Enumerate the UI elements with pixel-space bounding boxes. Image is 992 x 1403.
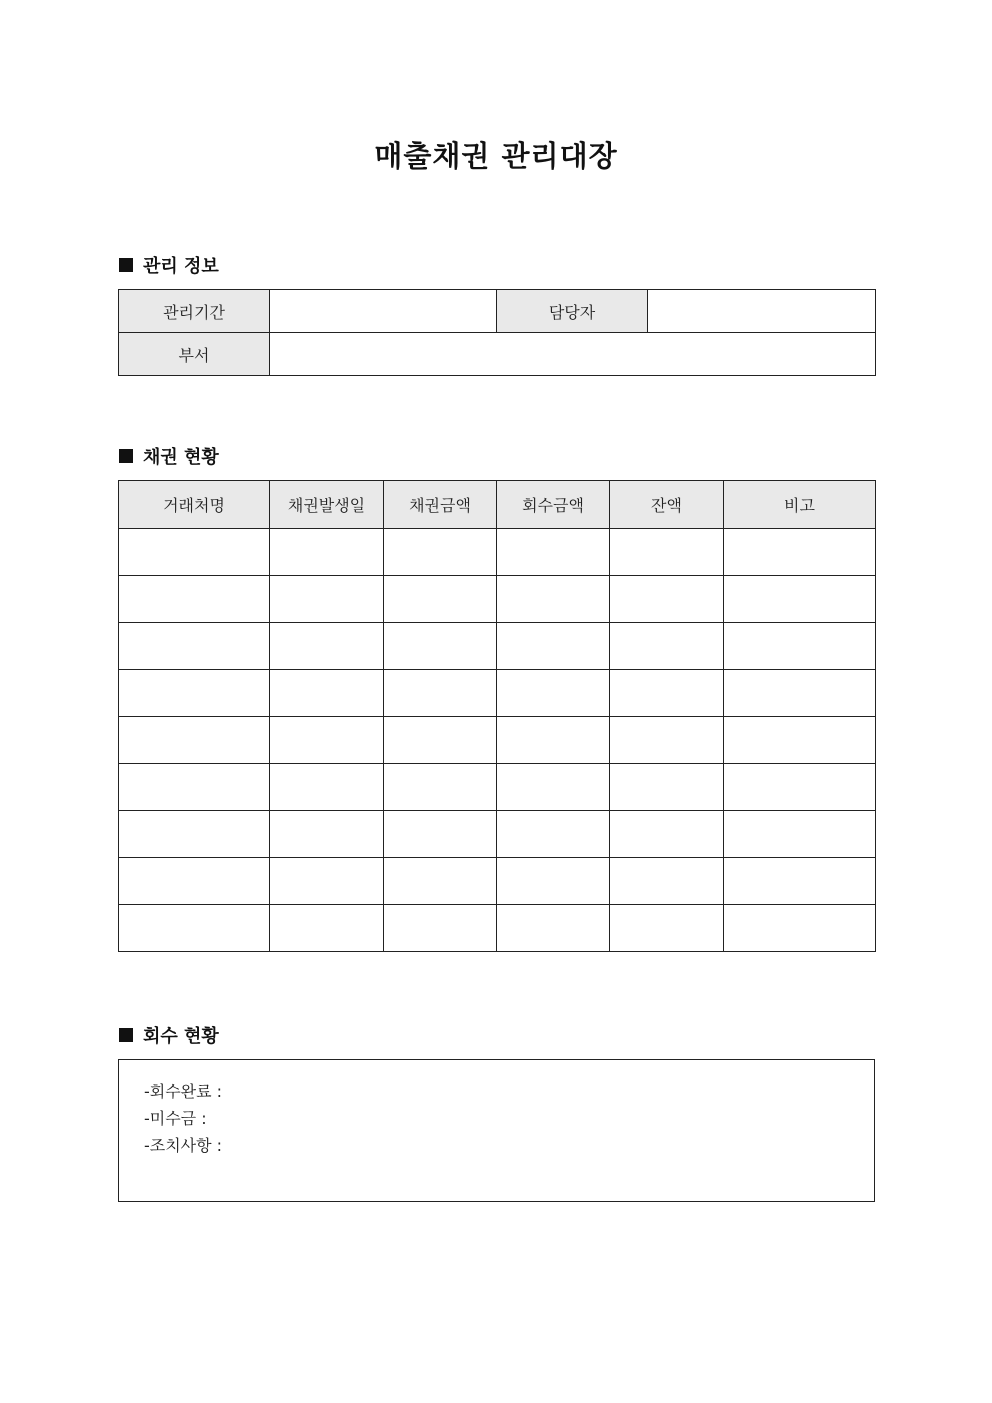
table-cell[interactable] bbox=[270, 858, 384, 905]
table-row bbox=[119, 764, 876, 811]
table-cell[interactable] bbox=[497, 623, 610, 670]
square-bullet-icon bbox=[119, 449, 133, 463]
table-cell[interactable] bbox=[724, 717, 876, 764]
table-cell[interactable] bbox=[497, 811, 610, 858]
table-row bbox=[119, 670, 876, 717]
table-header-row bbox=[119, 481, 876, 529]
section-heading-receivables-status bbox=[119, 444, 219, 468]
column-header-balance: 잔액 bbox=[610, 481, 724, 529]
table-cell[interactable] bbox=[384, 576, 497, 623]
table-cell[interactable] bbox=[270, 529, 384, 576]
table-cell[interactable] bbox=[119, 717, 270, 764]
period-field[interactable] bbox=[270, 290, 497, 333]
table-cell[interactable] bbox=[497, 858, 610, 905]
section-heading-label: 회수 현황 bbox=[143, 1026, 219, 1047]
section-heading-recovery-status bbox=[119, 1023, 219, 1047]
table-row bbox=[119, 905, 876, 952]
recovery-notes bbox=[144, 1078, 222, 1159]
recovery-line-outstanding: -미수금 : bbox=[144, 1109, 207, 1128]
table-cell[interactable] bbox=[610, 858, 724, 905]
table-cell[interactable] bbox=[270, 811, 384, 858]
table-cell[interactable] bbox=[270, 623, 384, 670]
section-heading-management-info bbox=[119, 253, 219, 277]
table-cell[interactable] bbox=[270, 717, 384, 764]
table-cell[interactable] bbox=[119, 811, 270, 858]
table-cell[interactable] bbox=[724, 858, 876, 905]
recovery-line-completed: -회수완료 : bbox=[144, 1082, 223, 1101]
section-heading-label: 관리 정보 bbox=[143, 256, 219, 277]
table-cell[interactable] bbox=[610, 811, 724, 858]
table-cell[interactable] bbox=[610, 576, 724, 623]
table-cell[interactable] bbox=[119, 905, 270, 952]
table-cell[interactable] bbox=[724, 811, 876, 858]
square-bullet-icon bbox=[119, 258, 133, 272]
department-field[interactable] bbox=[270, 333, 876, 376]
column-header-collected-amount: 회수금액 bbox=[497, 481, 610, 529]
management-info-table bbox=[118, 289, 876, 376]
column-header-client-name: 거래처명 bbox=[119, 481, 270, 529]
table-cell[interactable] bbox=[610, 670, 724, 717]
table-cell[interactable] bbox=[384, 670, 497, 717]
table-cell[interactable] bbox=[270, 764, 384, 811]
table-cell[interactable] bbox=[119, 764, 270, 811]
table-cell[interactable] bbox=[497, 529, 610, 576]
recovery-line-actions: -조치사항 : bbox=[144, 1136, 223, 1155]
table-cell[interactable] bbox=[724, 623, 876, 670]
table-cell[interactable] bbox=[497, 764, 610, 811]
table-cell[interactable] bbox=[610, 717, 724, 764]
table-cell[interactable] bbox=[724, 576, 876, 623]
table-body bbox=[119, 529, 876, 952]
table-row bbox=[119, 529, 876, 576]
table-cell[interactable] bbox=[270, 576, 384, 623]
table-cell[interactable] bbox=[119, 858, 270, 905]
receivables-status-table bbox=[118, 480, 876, 952]
table-cell[interactable] bbox=[270, 905, 384, 952]
table-cell[interactable] bbox=[384, 764, 497, 811]
table-cell[interactable] bbox=[497, 576, 610, 623]
square-bullet-icon bbox=[119, 1028, 133, 1042]
table-cell[interactable] bbox=[384, 717, 497, 764]
column-header-remarks: 비고 bbox=[724, 481, 876, 529]
column-header-receivable-amount: 채권금액 bbox=[384, 481, 497, 529]
recovery-notes-box[interactable] bbox=[118, 1059, 875, 1202]
table-cell[interactable] bbox=[610, 905, 724, 952]
table-cell[interactable] bbox=[384, 905, 497, 952]
table-cell[interactable] bbox=[497, 717, 610, 764]
table-row bbox=[119, 811, 876, 858]
table-cell[interactable] bbox=[270, 670, 384, 717]
table-row bbox=[119, 623, 876, 670]
department-label: 부서 bbox=[119, 333, 270, 376]
table-cell[interactable] bbox=[384, 529, 497, 576]
section-heading-label: 채권 현황 bbox=[143, 447, 219, 468]
table-cell[interactable] bbox=[119, 670, 270, 717]
table-cell[interactable] bbox=[724, 529, 876, 576]
table-row bbox=[119, 717, 876, 764]
table-cell[interactable] bbox=[384, 623, 497, 670]
table-cell[interactable] bbox=[724, 905, 876, 952]
table-cell[interactable] bbox=[724, 764, 876, 811]
manager-label: 담당자 bbox=[497, 290, 648, 333]
table-cell[interactable] bbox=[724, 670, 876, 717]
table-row bbox=[119, 576, 876, 623]
table-cell[interactable] bbox=[610, 764, 724, 811]
period-label: 관리기간 bbox=[119, 290, 270, 333]
table-cell[interactable] bbox=[497, 670, 610, 717]
table-cell[interactable] bbox=[610, 529, 724, 576]
table-cell[interactable] bbox=[384, 858, 497, 905]
table-cell[interactable] bbox=[384, 811, 497, 858]
table-cell[interactable] bbox=[610, 623, 724, 670]
table-row bbox=[119, 858, 876, 905]
table-cell[interactable] bbox=[119, 623, 270, 670]
page-title: 매출채권 관리대장 bbox=[374, 139, 618, 173]
table-cell[interactable] bbox=[119, 576, 270, 623]
manager-field[interactable] bbox=[648, 290, 876, 333]
column-header-issue-date: 채권발생일 bbox=[270, 481, 384, 529]
table-cell[interactable] bbox=[119, 529, 270, 576]
table-cell[interactable] bbox=[497, 905, 610, 952]
